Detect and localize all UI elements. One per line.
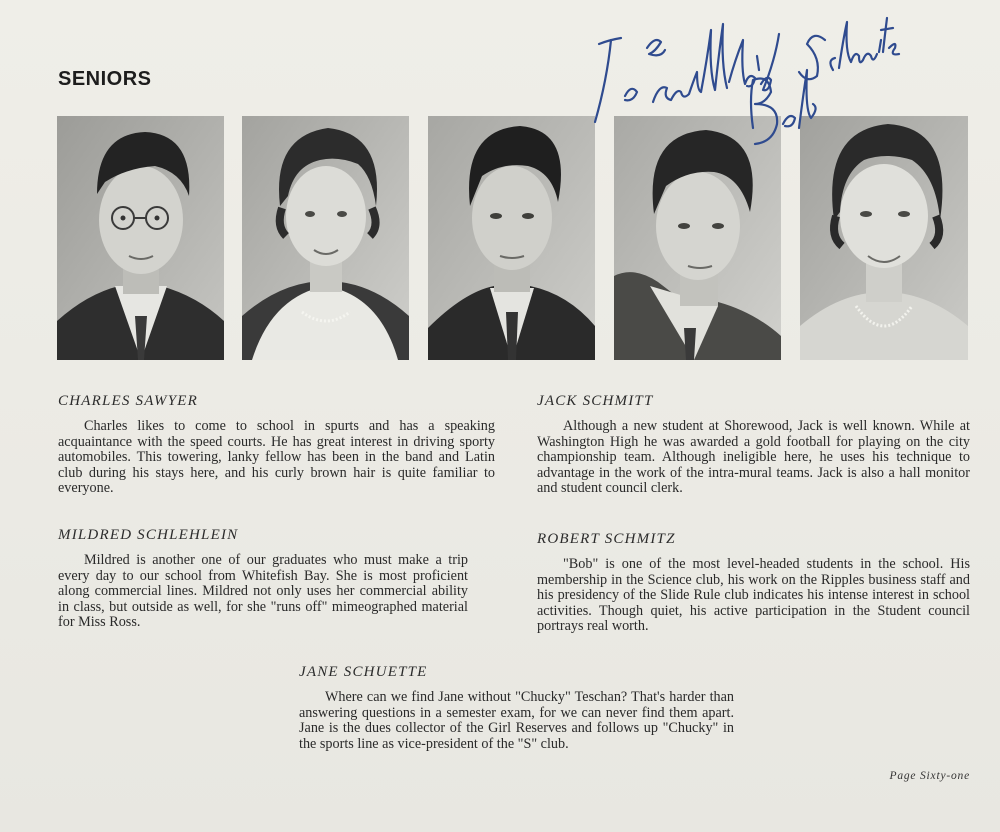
page-number: Page Sixty-one [889, 770, 970, 782]
student-bio: "Bob" is one of the most level-headed students in the school. His membership in the Science club, his work on the Ripples business staff and his presidency of the Slide Rule club indicates his intense interest in school activities. Though quiet, his active participation in the Student council portrays real worth. [537, 556, 970, 634]
student-name: ROBERT SCHMITZ [537, 531, 676, 547]
portrait-boy-glasses-icon [57, 116, 224, 360]
student-bio: Where can we find Jane without "Chucky" Teschan? That's harder than answering questions in a semester exam, for we can never find them apart. Jane is the dues collector of the Girl Reserves and follows up "Chucky" in the sports line as vice-president of the "S" club. [299, 689, 734, 752]
portrait-photo [428, 116, 595, 360]
portrait-photo [800, 116, 968, 360]
portrait-girl-icon [800, 116, 968, 360]
student-name: JACK SCHMITT [537, 393, 654, 409]
student-bio: Mildred is another one of our graduates who must make a trip every day to our school from Whitefish Bay. She is most proficient along commercial lines. Mildred not only uses her commercial ability in class, but outside as well, for she "runs off" mimeographed material for Miss Ross. [58, 552, 468, 630]
student-name: CHARLES SAWYER [58, 393, 198, 409]
student-name: MILDRED SCHLEHLEIN [58, 527, 239, 543]
student-bio: Charles likes to come to school in spurts and has a speaking acquaintance with the speed courts. He has great interest in driving sporty automobiles. This towering, lanky fellow has been in the band and Latin club during his stays here, and his curly brown hair is quite familiar to everyone. [58, 418, 495, 496]
section-title: SENIORS [58, 68, 152, 90]
portrait-photo [242, 116, 409, 360]
portrait-photo [57, 116, 224, 360]
portrait-boy-icon [614, 116, 781, 360]
portrait-girl-icon [242, 116, 409, 360]
portrait-boy-icon [428, 116, 595, 360]
student-bio: Although a new student at Shorewood, Jack is well known. While at Washington High he was awarded a gold football for playing on the city championship team. Although ineligible here, he uses his technique to advantage in the work of the intra-mural teams. Jack is also a hall monitor and student council clerk. [537, 418, 970, 496]
student-name: JANE SCHUETTE [299, 664, 428, 680]
portrait-photo [614, 116, 781, 360]
